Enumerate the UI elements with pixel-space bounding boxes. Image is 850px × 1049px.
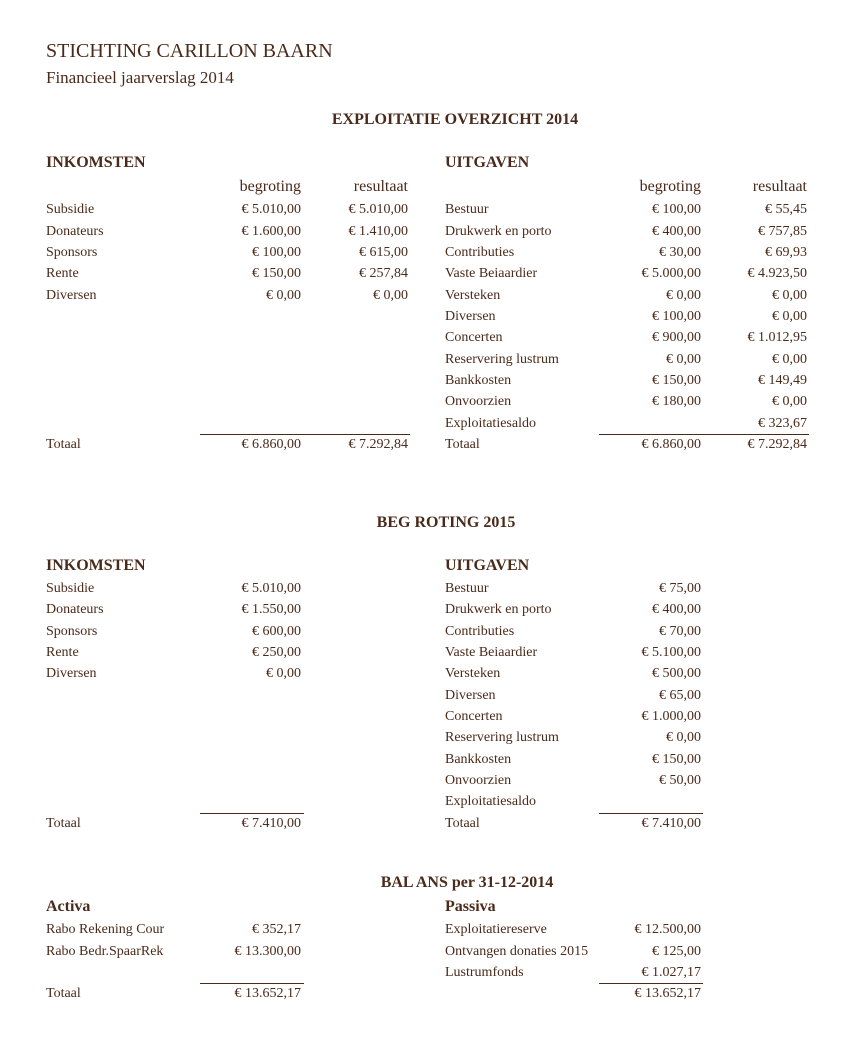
row-value: € 0,00 [266, 666, 301, 681]
row-begroting: € 30,00 [659, 245, 701, 260]
row-label: Exploitatiesaldo [445, 794, 536, 809]
row-label: Diversen [445, 309, 496, 324]
row-begroting: € 100,00 [252, 245, 301, 260]
row-value: € 400,00 [652, 602, 701, 617]
exploitatie-inkomsten-total-label: Totaal [46, 437, 81, 452]
row-resultaat: € 149,49 [758, 373, 807, 388]
row-label: Vaste Beiaardier [445, 266, 538, 281]
row-resultaat: € 1.012,95 [747, 330, 807, 345]
balans-activa-total-rule [200, 983, 304, 984]
row-value: € 50,00 [659, 773, 701, 788]
row-label: Vaste Beiaardier [445, 645, 538, 660]
row-value: € 13.300,00 [234, 944, 301, 959]
row-label: Bestuur [445, 202, 489, 217]
row-label: Donateurs [46, 224, 104, 239]
row-label: Bankkosten [445, 752, 512, 767]
row-label: Subsidie [46, 581, 95, 596]
begroting2015-inkomsten-total-label: Totaal [46, 816, 81, 831]
exploitatie-uitgaven-col-resultaat: resultaat [752, 178, 807, 195]
row-label: Drukwerk en porto [445, 602, 552, 617]
row-label: Diversen [46, 666, 97, 681]
exploitatie-uitgaven-total-rule [599, 434, 809, 435]
row-label: Rente [46, 645, 79, 660]
row-resultaat: € 0,00 [772, 352, 807, 367]
row-begroting: € 100,00 [652, 202, 701, 217]
begroting2015-uitgaven-total-value: € 7.410,00 [641, 816, 701, 831]
row-label: Diversen [46, 288, 97, 303]
exploitatie-uitgaven-title: UITGAVEN [445, 154, 530, 171]
row-resultaat: € 615,00 [359, 245, 408, 260]
row-begroting: € 400,00 [652, 224, 701, 239]
row-value: € 150,00 [652, 752, 701, 767]
row-label: Sponsors [46, 624, 98, 639]
balans-activa-total-value: € 13.652,17 [234, 986, 301, 1001]
row-label: Onvoorzien [445, 394, 512, 409]
row-resultaat: € 0,00 [772, 309, 807, 324]
organization-name: STICHTING CARILLON BAARN [46, 40, 333, 62]
row-label: Bankkosten [445, 373, 512, 388]
row-label: Reservering lustrum [445, 352, 559, 367]
row-value: € 65,00 [659, 688, 701, 703]
row-value: € 5.010,00 [241, 581, 301, 596]
balans-activa-total-label: Totaal [46, 986, 81, 1001]
row-begroting: € 100,00 [652, 309, 701, 324]
row-label: Contributies [445, 245, 515, 260]
begroting2015-uitgaven-total-rule [599, 813, 703, 814]
exploitatie-inkomsten-total-begroting: € 6.860,00 [241, 437, 301, 452]
row-value: € 12.500,00 [634, 922, 701, 937]
row-begroting: € 5.000,00 [641, 266, 701, 281]
exploitatie-title: EXPLOITATIE OVERZICHT 2014 [331, 111, 579, 128]
exploitatie-uitgaven-total-label: Totaal [445, 437, 480, 452]
balans-passiva-total-rule [599, 983, 703, 984]
row-label: Reservering lustrum [445, 730, 559, 745]
row-label: Ontvangen donaties 2015 [445, 944, 589, 959]
row-resultaat: € 257,84 [359, 266, 408, 281]
row-label: Rabo Bedr.SpaarRek [46, 944, 164, 959]
row-label: Concerten [445, 330, 503, 345]
begroting2015-uitgaven-title: UITGAVEN [445, 557, 530, 574]
row-begroting: € 0,00 [266, 288, 301, 303]
row-label: Exploitatiesaldo [445, 416, 536, 431]
row-label: Exploitatiereserve [445, 922, 547, 937]
row-label: Contributies [445, 624, 515, 639]
row-label: Lustrumfonds [445, 965, 524, 980]
balans-passiva-title: Passiva [445, 898, 496, 915]
row-label: Diversen [445, 688, 496, 703]
balans-activa-title: Activa [46, 898, 91, 915]
row-value: € 1.550,00 [241, 602, 301, 617]
exploitatie-inkomsten-total-rule [200, 434, 410, 435]
row-resultaat: € 757,85 [758, 224, 807, 239]
exploitatie-inkomsten-total-resultaat: € 7.292,84 [348, 437, 408, 452]
exploitatie-uitgaven-total-begroting: € 6.860,00 [641, 437, 701, 452]
report-subtitle: Financieel jaarverslag 2014 [46, 68, 234, 87]
row-label: Sponsors [46, 245, 98, 260]
row-resultaat: € 0,00 [772, 288, 807, 303]
row-begroting: € 180,00 [652, 394, 701, 409]
row-value: € 5.100,00 [641, 645, 701, 660]
row-value: € 250,00 [252, 645, 301, 660]
exploitatie-inkomsten-col-resultaat: resultaat [353, 178, 408, 195]
row-begroting: € 900,00 [652, 330, 701, 345]
row-value: € 1.000,00 [641, 709, 701, 724]
exploitatie-inkomsten-col-begroting: begroting [239, 178, 301, 195]
row-begroting: € 150,00 [252, 266, 301, 281]
row-label: Concerten [445, 709, 503, 724]
row-resultaat: € 5.010,00 [348, 202, 408, 217]
row-label: Rabo Rekening Cour [46, 922, 165, 937]
row-value: € 125,00 [652, 944, 701, 959]
row-value: € 1.027,17 [641, 965, 701, 980]
row-label: Versteken [445, 288, 501, 303]
row-label: Donateurs [46, 602, 104, 617]
row-label: Subsidie [46, 202, 95, 217]
row-resultaat: € 69,93 [765, 245, 807, 260]
row-value: € 75,00 [659, 581, 701, 596]
row-resultaat: € 0,00 [373, 288, 408, 303]
balans-title: BAL ANS per 31-12-2014 [380, 874, 554, 891]
row-begroting: € 150,00 [652, 373, 701, 388]
row-resultaat: € 1.410,00 [348, 224, 408, 239]
row-label: Bestuur [445, 581, 489, 596]
begroting2015-inkomsten-title: INKOMSTEN [46, 557, 146, 574]
row-label: Onvoorzien [445, 773, 512, 788]
exploitatie-uitgaven-total-resultaat: € 7.292,84 [747, 437, 807, 452]
row-begroting: € 0,00 [666, 288, 701, 303]
row-label: Drukwerk en porto [445, 224, 552, 239]
row-begroting: € 1.600,00 [241, 224, 301, 239]
begroting2015-inkomsten-total-value: € 7.410,00 [241, 816, 301, 831]
row-value: € 0,00 [666, 730, 701, 745]
row-value: € 600,00 [252, 624, 301, 639]
row-resultaat: € 323,67 [758, 416, 807, 431]
begroting2015-inkomsten-total-rule [200, 813, 304, 814]
exploitatie-uitgaven-col-begroting: begroting [639, 178, 701, 195]
row-value: € 352,17 [252, 922, 301, 937]
row-resultaat: € 55,45 [765, 202, 807, 217]
row-label: Versteken [445, 666, 501, 681]
row-begroting: € 0,00 [666, 352, 701, 367]
row-resultaat: € 4.923,50 [747, 266, 807, 281]
begroting2015-title: BEG ROTING 2015 [376, 514, 516, 531]
exploitatie-inkomsten-title: INKOMSTEN [46, 154, 146, 171]
row-begroting: € 5.010,00 [241, 202, 301, 217]
row-value: € 70,00 [659, 624, 701, 639]
row-value: € 500,00 [652, 666, 701, 681]
balans-passiva-total-value: € 13.652,17 [634, 986, 701, 1001]
row-label: Rente [46, 266, 79, 281]
begroting2015-uitgaven-total-label: Totaal [445, 816, 480, 831]
row-resultaat: € 0,00 [772, 394, 807, 409]
